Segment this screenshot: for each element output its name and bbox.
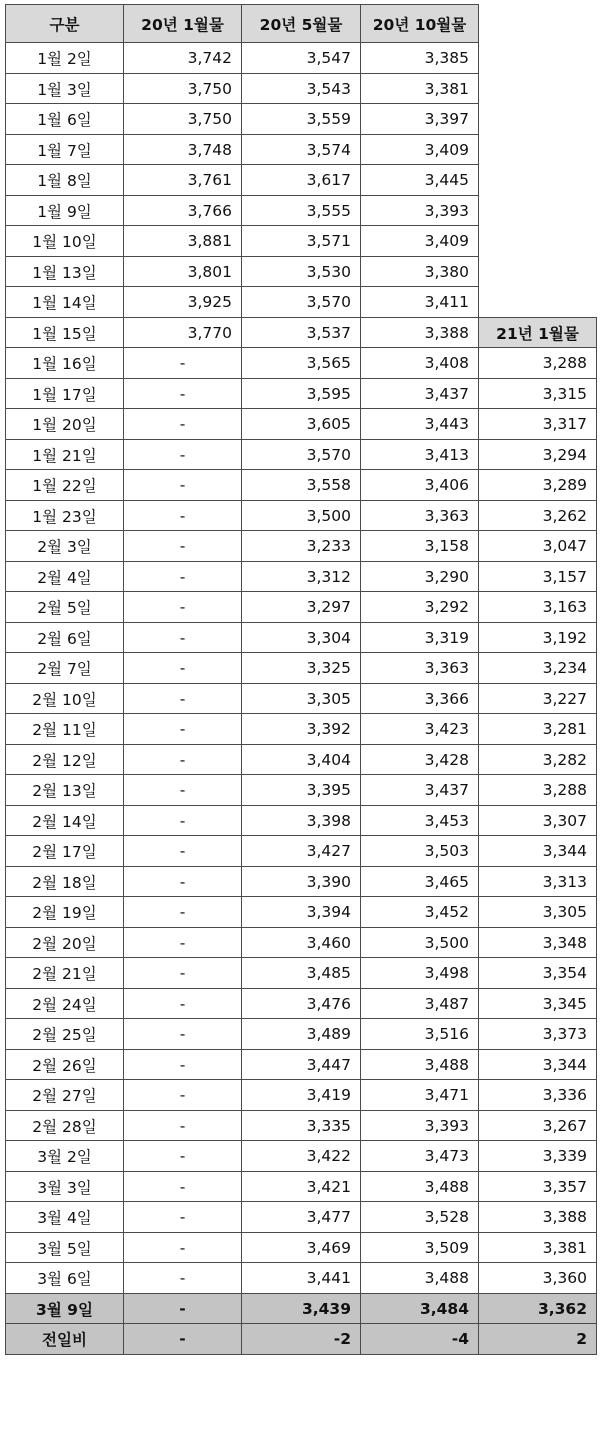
table-row-cell: 3,290	[360, 561, 479, 592]
total-row-cell: -2	[241, 1323, 361, 1355]
table-row-cell: 3,537	[241, 317, 361, 348]
total-row-cell: 2	[478, 1323, 597, 1355]
header-cell-3: 20년 10월물	[360, 4, 479, 43]
table-row-label: 1월 6일	[5, 103, 124, 135]
table-row-label: 1월 14일	[5, 286, 124, 318]
table-row-cell: -	[123, 988, 242, 1019]
table-row-cell: 3,471	[360, 1079, 479, 1111]
table-row-cell: -	[123, 896, 242, 928]
table-row-cell: 3,750	[123, 103, 242, 135]
table-row-cell: -	[123, 713, 242, 745]
table-row-cell: 3,528	[360, 1201, 479, 1233]
table-row-label: 2월 6일	[5, 622, 124, 653]
table-row-cell: 3,339	[478, 1140, 597, 1172]
table-row-cell: 3,047	[478, 530, 597, 562]
table-row-cell: 3,294	[478, 439, 597, 470]
table-row-cell: 3,289	[478, 469, 597, 501]
table-row-cell: -	[123, 866, 242, 897]
table-row-cell: 3,292	[360, 591, 479, 623]
table-row-cell: 3,428	[360, 744, 479, 775]
table-row-label: 2월 10일	[5, 683, 124, 714]
table-row-cell: 3,357	[478, 1171, 597, 1202]
table-row-cell: -	[123, 652, 242, 684]
table-row-cell: -	[123, 1018, 242, 1050]
table-row-cell: 3,409	[360, 225, 479, 257]
table-row-cell: 3,380	[360, 256, 479, 287]
table-row-cell: 3,770	[123, 317, 242, 348]
table-row-cell: 3,452	[360, 896, 479, 928]
table-row-label: 2월 3일	[5, 530, 124, 562]
table-row-cell: -	[123, 1110, 242, 1141]
table-row-cell: 3,617	[241, 164, 361, 196]
table-row-cell: 3,487	[360, 988, 479, 1019]
table-row-cell: -	[123, 378, 242, 409]
table-row-label: 1월 21일	[5, 439, 124, 470]
table-row-cell: 3,489	[241, 1018, 361, 1050]
table-row-cell: 3,469	[241, 1232, 361, 1263]
table-row-cell: 3,488	[360, 1171, 479, 1202]
table-row-cell: 3,345	[478, 988, 597, 1019]
total-row-cell: -	[123, 1293, 242, 1324]
header-cell-2: 20년 5월물	[241, 4, 361, 43]
table-row-cell: 3,305	[478, 896, 597, 928]
table-row-cell: 3,485	[241, 957, 361, 989]
table-row-cell: -	[123, 805, 242, 836]
table-row-cell: 3,319	[360, 622, 479, 653]
table-row-cell: 3,488	[360, 1262, 479, 1294]
table-row-cell: 3,460	[241, 927, 361, 958]
table-row-label: 1월 22일	[5, 469, 124, 501]
table-row-cell: -	[123, 957, 242, 989]
table-row-cell: -	[123, 835, 242, 867]
table-row-label: 1월 2일	[5, 42, 124, 74]
table-row-label: 1월 15일	[5, 317, 124, 348]
table-row-cell: 3,422	[241, 1140, 361, 1172]
table-row-label: 1월 7일	[5, 134, 124, 165]
table-row-cell: 3,288	[478, 347, 597, 379]
table-row-cell: 3,157	[478, 561, 597, 592]
table-row-cell: 3,394	[241, 896, 361, 928]
table-row-cell: 3,750	[123, 73, 242, 104]
table-row-cell: -	[123, 927, 242, 958]
table-row-cell: 3,761	[123, 164, 242, 196]
table-row-cell: -	[123, 1079, 242, 1111]
table-row-cell: 3,344	[478, 1049, 597, 1080]
table-row-cell: -	[123, 1201, 242, 1233]
table-row-label: 2월 17일	[5, 835, 124, 867]
table-row-cell: 3,558	[241, 469, 361, 501]
table-row-label: 2월 20일	[5, 927, 124, 958]
table-row-cell: 3,344	[478, 835, 597, 867]
table-row-cell: 3,881	[123, 225, 242, 257]
table-row-cell: -	[123, 744, 242, 775]
table-row-label: 1월 23일	[5, 500, 124, 531]
table-row-cell: 3,574	[241, 134, 361, 165]
table-row-cell: 3,363	[360, 500, 479, 531]
table-row-cell: -	[123, 408, 242, 440]
table-row-label: 1월 17일	[5, 378, 124, 409]
total-row-cell: -	[123, 1323, 242, 1355]
table-row-cell: 3,766	[123, 195, 242, 226]
table-row-label: 1월 20일	[5, 408, 124, 440]
total-row-cell: 3,362	[478, 1293, 597, 1324]
table-row-cell: -	[123, 439, 242, 470]
table-row-cell: 3,477	[241, 1201, 361, 1233]
header-cell-4: 21년 1월물	[478, 317, 597, 348]
table-row-cell: 3,543	[241, 73, 361, 104]
table-row-cell: 3,443	[360, 408, 479, 440]
table-row-cell: 3,393	[360, 1110, 479, 1141]
table-row-cell: 3,312	[241, 561, 361, 592]
table-row-cell: 3,385	[360, 42, 479, 74]
table-row-cell: -	[123, 774, 242, 806]
table-row-cell: 3,465	[360, 866, 479, 897]
table-row-cell: 3,233	[241, 530, 361, 562]
table-row-cell: 3,421	[241, 1171, 361, 1202]
table-row-cell: 3,555	[241, 195, 361, 226]
table-row-cell: 3,373	[478, 1018, 597, 1050]
table-row-label: 2월 4일	[5, 561, 124, 592]
table-row-cell: 3,547	[241, 42, 361, 74]
table-row-cell: 3,413	[360, 439, 479, 470]
table-row-label: 2월 28일	[5, 1110, 124, 1141]
table-row-label: 3월 4일	[5, 1201, 124, 1233]
table-row-cell: 3,488	[360, 1049, 479, 1080]
table-row-label: 2월 11일	[5, 713, 124, 745]
table-row-label: 2월 21일	[5, 957, 124, 989]
table-row-label: 3월 6일	[5, 1262, 124, 1294]
table-row-cell: 3,397	[360, 103, 479, 135]
header-cell-0: 구분	[5, 4, 124, 43]
table-row-label: 2월 25일	[5, 1018, 124, 1050]
table-row-label: 2월 7일	[5, 652, 124, 684]
table-row-label: 2월 24일	[5, 988, 124, 1019]
table-row-cell: 3,390	[241, 866, 361, 897]
table-row-label: 3월 2일	[5, 1140, 124, 1172]
table-row-label: 2월 5일	[5, 591, 124, 623]
table-row-cell: -	[123, 1232, 242, 1263]
table-row-cell: 3,447	[241, 1049, 361, 1080]
table-row-cell: -	[123, 561, 242, 592]
table-row-cell: 3,500	[241, 500, 361, 531]
table-row-cell: 3,395	[241, 774, 361, 806]
table-row-cell: 3,509	[360, 1232, 479, 1263]
table-row-cell: 3,748	[123, 134, 242, 165]
table-row-label: 3월 3일	[5, 1171, 124, 1202]
table-row-cell: 3,570	[241, 439, 361, 470]
table-row-cell: 3,571	[241, 225, 361, 257]
table-row-cell: 3,445	[360, 164, 479, 196]
table-row-cell: 3,267	[478, 1110, 597, 1141]
table-row-cell: 3,388	[478, 1201, 597, 1233]
table-row-label: 2월 19일	[5, 896, 124, 928]
table-row-cell: 3,408	[360, 347, 479, 379]
table-row-cell: -	[123, 1140, 242, 1172]
table-row-cell: 3,453	[360, 805, 479, 836]
table-row-cell: 3,406	[360, 469, 479, 501]
table-row-cell: 3,363	[360, 652, 479, 684]
table-row-cell: 3,409	[360, 134, 479, 165]
table-row-cell: 3,325	[241, 652, 361, 684]
table-row-cell: 3,473	[360, 1140, 479, 1172]
table-row-cell: -	[123, 683, 242, 714]
table-row-cell: -	[123, 500, 242, 531]
table-row-cell: 3,404	[241, 744, 361, 775]
table-row-cell: 3,288	[478, 774, 597, 806]
total-row-label: 3월 9일	[5, 1293, 124, 1324]
table-row-cell: 3,441	[241, 1262, 361, 1294]
table-row-cell: 3,305	[241, 683, 361, 714]
table-row-cell: 3,304	[241, 622, 361, 653]
total-row-cell: -4	[360, 1323, 479, 1355]
table-row-cell: 3,530	[241, 256, 361, 287]
table-row-cell: 3,398	[241, 805, 361, 836]
table-row-cell: 3,423	[360, 713, 479, 745]
table-row-cell: 3,388	[360, 317, 479, 348]
table-row-cell: 3,348	[478, 927, 597, 958]
table-row-cell: 3,595	[241, 378, 361, 409]
table-row-cell: 3,381	[478, 1232, 597, 1263]
table-row-cell: 3,381	[360, 73, 479, 104]
table-row-cell: -	[123, 530, 242, 562]
table-row-cell: 3,437	[360, 774, 479, 806]
table-row-label: 1월 16일	[5, 347, 124, 379]
table-row-cell: -	[123, 1049, 242, 1080]
total-row-label: 전일비	[5, 1323, 124, 1355]
table-row-cell: 3,498	[360, 957, 479, 989]
table-row-cell: 3,227	[478, 683, 597, 714]
table-row-cell: 3,317	[478, 408, 597, 440]
table-row-label: 2월 12일	[5, 744, 124, 775]
table-row-cell: 3,392	[241, 713, 361, 745]
header-cell-1: 20년 1월물	[123, 4, 242, 43]
table-row-cell: 3,559	[241, 103, 361, 135]
table-row-cell: 3,419	[241, 1079, 361, 1111]
table-row-cell: 3,282	[478, 744, 597, 775]
table-row-cell: -	[123, 1262, 242, 1294]
table-row-cell: 3,605	[241, 408, 361, 440]
table-row-cell: 3,163	[478, 591, 597, 623]
table-row-cell: 3,437	[360, 378, 479, 409]
table-row-cell: 3,158	[360, 530, 479, 562]
table-row-cell: 3,313	[478, 866, 597, 897]
table-row-cell: 3,192	[478, 622, 597, 653]
table-row-label: 1월 9일	[5, 195, 124, 226]
table-row-cell: 3,360	[478, 1262, 597, 1294]
table-row-cell: 3,234	[478, 652, 597, 684]
table-row-cell: 3,925	[123, 286, 242, 318]
table-row-label: 1월 3일	[5, 73, 124, 104]
table-row-label: 2월 18일	[5, 866, 124, 897]
table-row-cell: 3,335	[241, 1110, 361, 1141]
table-row-label: 2월 14일	[5, 805, 124, 836]
table-row-cell: 3,262	[478, 500, 597, 531]
table-row-cell: 3,315	[478, 378, 597, 409]
table-row-cell: 3,742	[123, 42, 242, 74]
table-row-label: 1월 10일	[5, 225, 124, 257]
table-row-label: 2월 13일	[5, 774, 124, 806]
table-row-cell: 3,281	[478, 713, 597, 745]
total-row-cell: 3,439	[241, 1293, 361, 1324]
table-row-cell: 3,336	[478, 1079, 597, 1111]
table-row-label: 1월 8일	[5, 164, 124, 196]
table-row-label: 2월 27일	[5, 1079, 124, 1111]
table-row-cell: 3,570	[241, 286, 361, 318]
table-row-cell: 3,801	[123, 256, 242, 287]
table-row-cell: 3,503	[360, 835, 479, 867]
table-row-cell: 3,500	[360, 927, 479, 958]
table-row-cell: 3,427	[241, 835, 361, 867]
table-row-cell: -	[123, 347, 242, 379]
total-row-cell: 3,484	[360, 1293, 479, 1324]
table-row-cell: 3,411	[360, 286, 479, 318]
table-row-cell: 3,307	[478, 805, 597, 836]
table-row-cell: 3,476	[241, 988, 361, 1019]
table-row-cell: 3,565	[241, 347, 361, 379]
table-row-label: 3월 5일	[5, 1232, 124, 1263]
table-row-cell: 3,354	[478, 957, 597, 989]
table-row-cell: 3,516	[360, 1018, 479, 1050]
table-row-cell: -	[123, 622, 242, 653]
table-row-cell: 3,393	[360, 195, 479, 226]
table-row-cell: -	[123, 469, 242, 501]
table-row-cell: -	[123, 591, 242, 623]
table-row-cell: -	[123, 1171, 242, 1202]
table-row-label: 2월 26일	[5, 1049, 124, 1080]
table-row-cell: 3,366	[360, 683, 479, 714]
table-row-label: 1월 13일	[5, 256, 124, 287]
table-row-cell: 3,297	[241, 591, 361, 623]
